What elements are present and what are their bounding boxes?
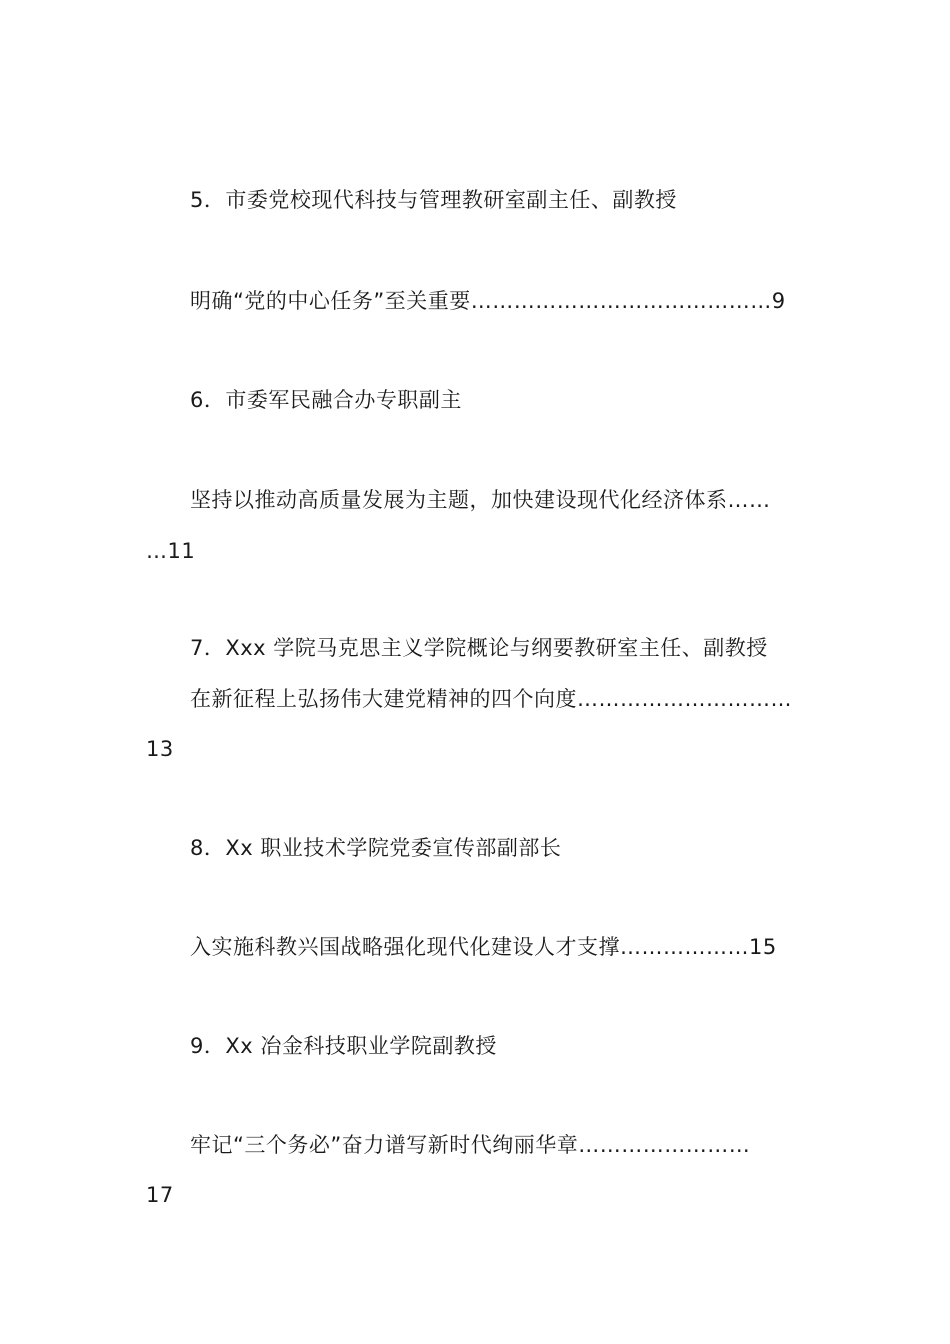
toc-entry-5-title: 明确“党的中心任务”至关重要……………………………………9	[190, 289, 786, 313]
toc-entry-7-author: 7．Xxx 学院马克思主义学院概论与纲要教研室主任、副教授	[190, 636, 768, 660]
toc-entry-9-page: 17	[146, 1183, 174, 1207]
toc-entry-6-page: …11	[146, 539, 196, 563]
toc-entry-9-author: 9．Xx 冶金科技职业学院副教授	[190, 1034, 497, 1058]
toc-entry-6-author: 6．市委军民融合办专职副主	[190, 388, 462, 412]
toc-entry-9-title: 牢记“三个务必”奋力谱写新时代绚丽华章……………………	[190, 1133, 751, 1157]
toc-entry-6-title: 坚持以推动高质量发展为主题，加快建设现代化经济体系……	[190, 488, 771, 512]
toc-entry-7-page: 13	[146, 737, 174, 761]
toc-entry-8-author: 8．Xx 职业技术学院党委宣传部副部长	[190, 836, 562, 860]
toc-entry-5-author: 5．市委党校现代科技与管理教研室副主任、副教授	[190, 188, 677, 212]
toc-entry-7-title: 在新征程上弘扬伟大建党精神的四个向度…………………………	[190, 687, 792, 711]
toc-entry-8-title: 入实施科教兴国战略强化现代化建设人才支撑………………15	[190, 935, 777, 959]
